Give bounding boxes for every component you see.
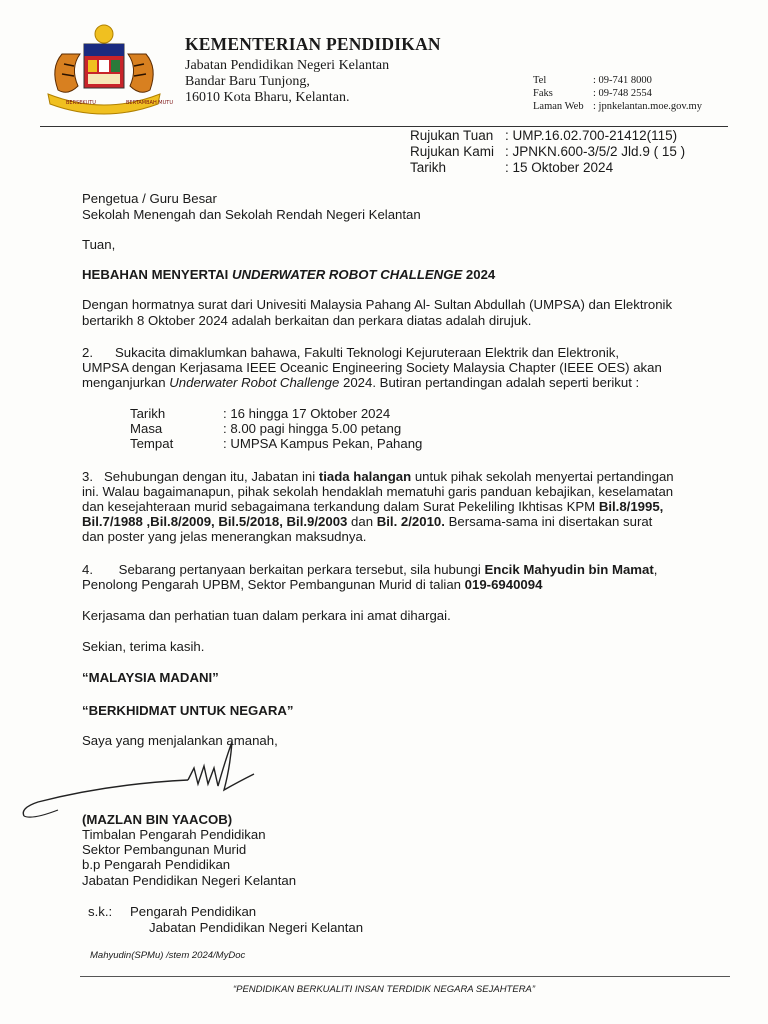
recipient-line: Pengetua / Guru Besar (82, 191, 217, 206)
signatory-line: Sektor Pembangunan Murid (82, 842, 247, 857)
detail-label: Masa (130, 421, 163, 436)
paragraph-1-line: bertarikh 8 Oktober 2024 adalah berkaitan dan perkara diatas adalah dirujuk. (82, 313, 532, 328)
svg-text:BERTAMBAH MUTU: BERTAMBAH MUTU (126, 100, 173, 106)
paragraph-4-line: Penolong Pengarah UPBM, Sektor Pembangunan Murid di talian 019-6940094 (82, 577, 543, 592)
slogan: “BERKHIDMAT UNTUK NEGARA” (82, 703, 294, 718)
ref-label: Rujukan Tuan (410, 128, 494, 143)
ref-value: : UMP.16.02.700-21412(115) (505, 128, 678, 143)
ref-value: : JPNKN.600-3/5/2 Jld.9 ( 15 ) (505, 144, 686, 159)
cc-label: s.k.: (88, 904, 113, 919)
trust-line: Saya yang menjalankan amanah, (82, 733, 278, 748)
address-line: Jabatan Pendidikan Negeri Kelantan (185, 58, 390, 73)
slogan: “MALAYSIA MADANI” (82, 670, 219, 685)
svg-text:BERSEKUTU: BERSEKUTU (66, 100, 96, 106)
paragraph-2-line: UMPSA dengan Kerjasama IEEE Oceanic Engineering Society Malaysia Chapter (IEEE OES) akan (82, 360, 662, 375)
footer-divider (80, 976, 730, 977)
detail-value: : 8.00 pagi hingga 5.00 petang (223, 421, 402, 436)
cc-line: Pengarah Pendidikan (130, 904, 257, 919)
contact-label: Tel (533, 75, 547, 86)
header-divider (40, 126, 728, 127)
footer-motto: “PENDIDIKAN BERKUALITI INSAN TERDIDIK NEGARA SEJAHTERA” (232, 984, 536, 995)
paragraph-4-line: 4. Sebarang pertanyaan berkaitan perkara tersebut, sila hubungi Encik Mahyudin bin Mamat, (82, 562, 658, 577)
signatory-line: Jabatan Pendidikan Negeri Kelantan (82, 873, 297, 888)
signatory-line: Timbalan Pengarah Pendidikan (82, 827, 266, 842)
contact-value: : jpnkelantan.moe.gov.my (593, 101, 702, 112)
ministry-name: KEMENTERIAN PENDIDIKAN (185, 34, 441, 54)
paragraph-3-line: dan kesejahteraan murid sebagaimana terkandung dalam Surat Pekeliling Ikhtisas KPM Bil.8/1995, (82, 499, 664, 514)
detail-value: : UMPSA Kampus Pekan, Pahang (223, 436, 423, 451)
paragraph-3-line: dan poster yang jelas menerangkan maksudnya. (82, 529, 367, 544)
paragraph-3-line: Bil.7/1988 ,Bil.8/2009, Bil.5/2018, Bil.9/2003 dan Bil. 2/2010. Bersama-sama ini disertakan surat (82, 514, 653, 529)
document-reference-code: Mahyudin(SPMu) /stem 2024/MyDoc (90, 950, 246, 961)
signatory-line: b.p Pengarah Pendidikan (82, 857, 231, 872)
recipient-line: Sekolah Menengah dan Sekolah Rendah Negeri Kelantan (82, 207, 421, 222)
contact-label: Laman Web (533, 101, 584, 112)
contact-label: Faks (533, 88, 553, 99)
paragraph-5: Kerjasama dan perhatian tuan dalam perkara ini amat dihargai. (82, 608, 451, 623)
detail-label: Tempat (130, 436, 174, 451)
detail-label: Tarikh (130, 406, 166, 421)
paragraph-2-line: menganjurkan Underwater Robot Challenge 2024. Butiran pertandingan adalah seperti berikut : (82, 375, 640, 390)
paragraph-3-line: ini. Walau bagaimanapun, pihak sekolah hendaklah mematuhi garis panduan kebajikan, keselamatan (82, 484, 674, 499)
ref-value: : 15 Oktober 2024 (505, 160, 614, 175)
contact-value: : 09-741 8000 (593, 75, 652, 86)
cc-line: Jabatan Pendidikan Negeri Kelantan (149, 920, 364, 935)
subject-line: HEBAHAN MENYERTAI UNDERWATER ROBOT CHALLENGE 2024 (82, 267, 496, 282)
closing: Sekian, terima kasih. (82, 639, 205, 654)
signatory-name: (MAZLAN BIN YAACOB) (82, 812, 233, 827)
paragraph-3-line: 3. Sehubungan dengan itu, Jabatan ini tiada halangan untuk pihak sekolah menyertai pertandingan (82, 469, 674, 484)
address-line: 16010 Kota Bharu, Kelantan. (185, 90, 350, 105)
paragraph-1-line: Dengan hormatnya surat dari Univesiti Malaysia Pahang Al- Sultan Abdullah (UMPSA) dan Elektronik (82, 297, 673, 312)
detail-value: : 16 hingga 17 Oktober 2024 (223, 406, 391, 421)
paragraph-2-line: 2. Sukacita dimaklumkan bahawa, Fakulti Teknologi Kejuruteraan Elektrik dan Elektronik, (82, 345, 620, 360)
contact-value: : 09-748 2554 (593, 88, 652, 99)
address-line: Bandar Baru Tunjong, (185, 74, 310, 89)
ref-label: Rujukan Kami (410, 144, 495, 159)
ref-label: Tarikh (410, 160, 447, 175)
coat-of-arms-logo (40, 24, 173, 120)
salutation: Tuan, (82, 237, 116, 252)
